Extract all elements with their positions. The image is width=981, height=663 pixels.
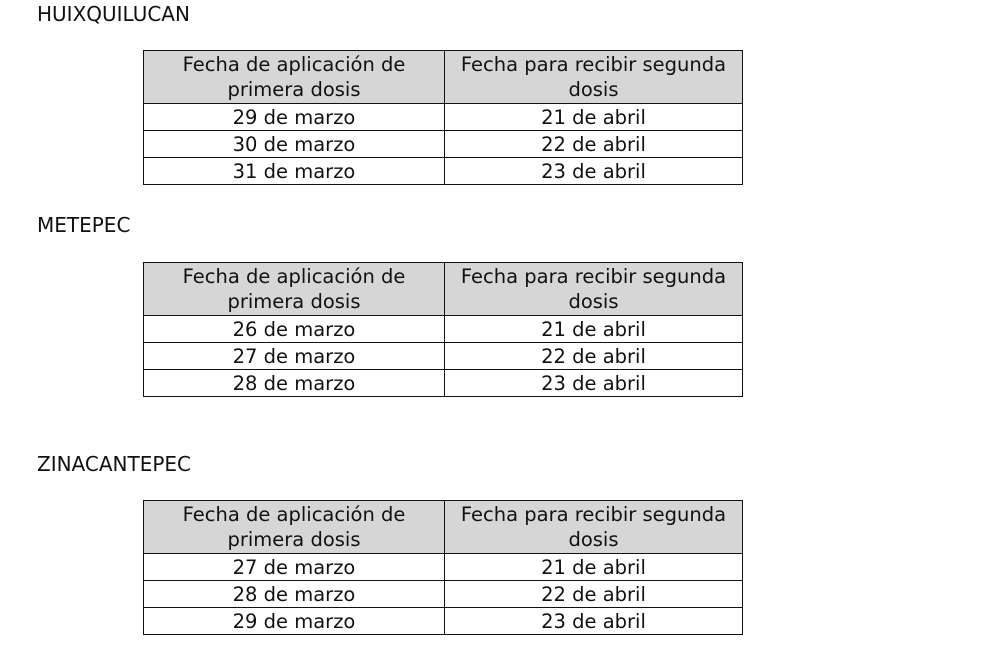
cell-second-dose-date: 21 de abril <box>445 554 743 581</box>
table-row <box>144 343 743 370</box>
cell-second-dose-date: 23 de abril <box>445 370 743 397</box>
table-row <box>144 581 743 608</box>
cell-first-dose-date: 30 de marzo <box>144 131 445 158</box>
cell-second-dose-date: 21 de abril <box>445 104 743 131</box>
header-first-dose: Fecha de aplicación de primera dosis <box>144 51 445 104</box>
cell-first-dose-date: 26 de marzo <box>144 316 445 343</box>
cell-second-dose-date: 23 de abril <box>445 158 743 185</box>
cell-first-dose-date: 27 de marzo <box>144 343 445 370</box>
table-row <box>144 554 743 581</box>
schedule-table-huixquilucan <box>143 50 743 185</box>
header-second-dose: Fecha para recibir segunda dosis <box>445 263 743 316</box>
cell-first-dose-date: 27 de marzo <box>144 554 445 581</box>
table-row <box>144 608 743 635</box>
cell-first-dose-date: 28 de marzo <box>144 581 445 608</box>
schedule-table-zinacantepec <box>143 500 743 635</box>
header-first-dose: Fecha de aplicación de primera dosis <box>144 501 445 554</box>
table-row <box>144 370 743 397</box>
table-row <box>144 131 743 158</box>
cell-second-dose-date: 22 de abril <box>445 343 743 370</box>
table-header-row <box>144 501 743 554</box>
schedule-table-metepec <box>143 262 743 397</box>
table-header-row <box>144 51 743 104</box>
cell-second-dose-date: 21 de abril <box>445 316 743 343</box>
cell-second-dose-date: 22 de abril <box>445 131 743 158</box>
header-second-dose: Fecha para recibir segunda dosis <box>445 501 743 554</box>
cell-first-dose-date: 29 de marzo <box>144 608 445 635</box>
cell-second-dose-date: 23 de abril <box>445 608 743 635</box>
header-first-dose: Fecha de aplicación de primera dosis <box>144 263 445 316</box>
cell-first-dose-date: 31 de marzo <box>144 158 445 185</box>
cell-first-dose-date: 29 de marzo <box>144 104 445 131</box>
table-row <box>144 316 743 343</box>
cell-second-dose-date: 22 de abril <box>445 581 743 608</box>
cell-first-dose-date: 28 de marzo <box>144 370 445 397</box>
section-title-huixquilucan: HUIXQUILUCAN <box>37 2 190 26</box>
section-title-metepec: METEPEC <box>37 213 131 237</box>
table-row <box>144 104 743 131</box>
table-header-row <box>144 263 743 316</box>
section-title-zinacantepec: ZINACANTEPEC <box>37 452 192 476</box>
table-row <box>144 158 743 185</box>
header-second-dose: Fecha para recibir segunda dosis <box>445 51 743 104</box>
